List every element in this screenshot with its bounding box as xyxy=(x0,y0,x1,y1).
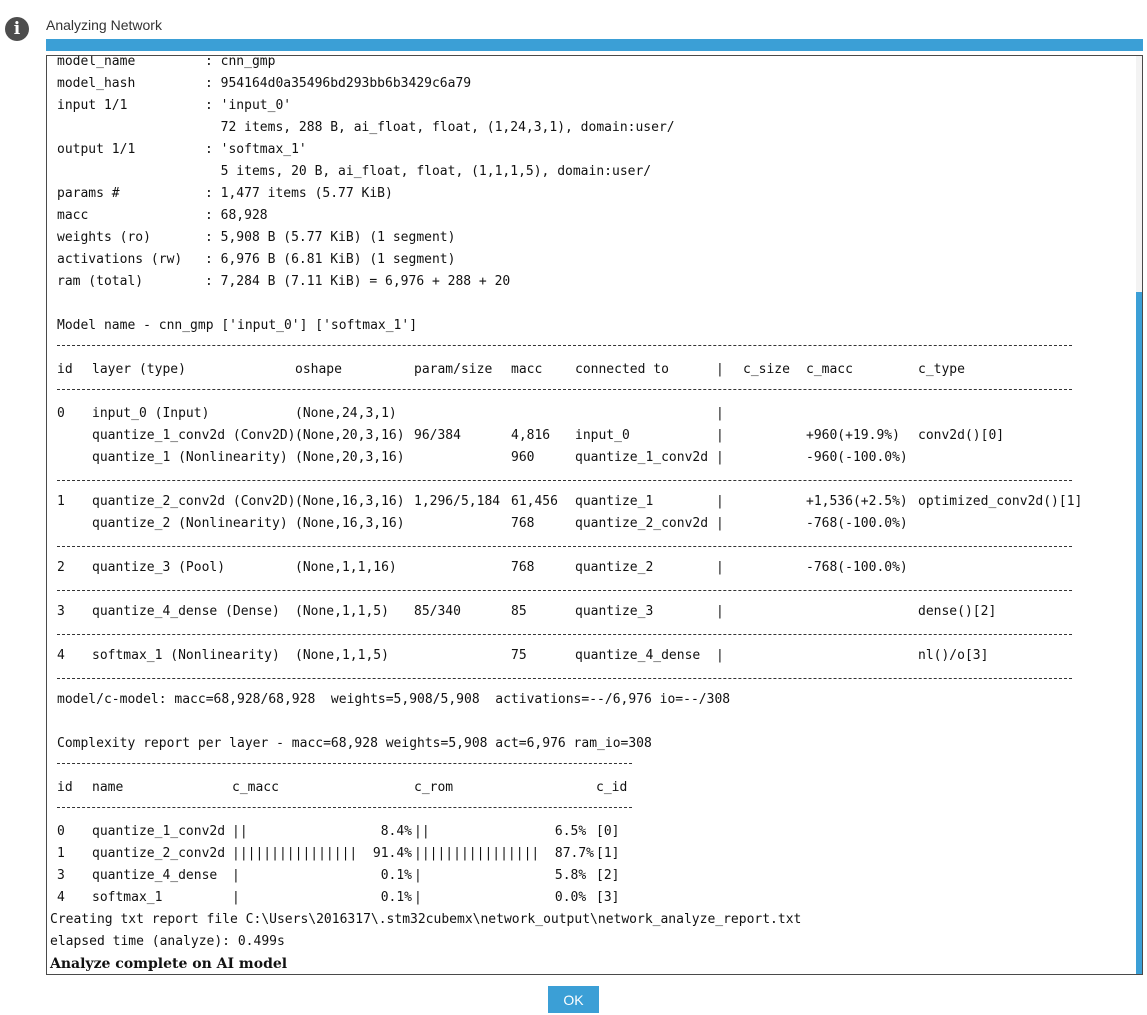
model-name-line: Model name - cnn_gmp ['input_0'] ['softmax_1'] xyxy=(57,318,418,333)
layer-table-header-cell: | xyxy=(716,362,724,377)
layer-table-row-cell: 96/384 xyxy=(414,428,461,443)
complexity-table-row-cell: 0 xyxy=(57,824,65,839)
complexity-table-row-cell: 3 xyxy=(57,868,65,883)
scrollbar[interactable] xyxy=(1136,56,1142,974)
summary-value: : 'input_0' xyxy=(205,98,292,113)
summary-key: input 1/1 xyxy=(57,98,128,113)
analyze-complete-line: Analyze complete on AI model xyxy=(50,956,288,972)
layer-table-header-cell: oshape xyxy=(295,362,342,377)
layer-table-header-cell: c_macc xyxy=(806,362,853,377)
summary-key: activations (rw) xyxy=(57,252,183,267)
summary-value: : 1,477 items (5.77 KiB) xyxy=(205,186,393,201)
layer-table-header-cell: param/size xyxy=(414,362,493,377)
layer-table-row-cell: softmax_1 (Nonlinearity) xyxy=(92,648,280,663)
complexity-table-row-cell: [1] xyxy=(596,846,620,861)
summary-value: : 7,284 B (7.11 KiB) = 6,976 + 288 + 20 xyxy=(205,274,511,289)
layer-table-row-cell: 85 xyxy=(511,604,527,619)
layer-table-row-cell: 75 xyxy=(511,648,527,663)
complexity-table-row-cell: 4 xyxy=(57,890,65,905)
summary-key: ram (total) xyxy=(57,274,144,289)
layer-table-row-cell: 3 xyxy=(57,604,65,619)
layer-table-row-cell: 960 xyxy=(511,450,535,465)
layer-table-row-cell: | xyxy=(716,450,724,465)
layer-table-row-cell: 4 xyxy=(57,648,65,663)
layer-table-header-cell: c_type xyxy=(918,362,965,377)
layer-table-header-cell: macc xyxy=(511,362,543,377)
layer-table-row-cell: (None,20,3,16) xyxy=(295,450,405,465)
layer-table-row-cell: | xyxy=(716,648,724,663)
layer-table-row-cell: (None,20,3,16) xyxy=(295,428,405,443)
complexity-table-row-cell: |||||||||||||||| 87.7% xyxy=(414,846,595,861)
layer-table-row-cell: (None,1,1,16) xyxy=(295,560,397,575)
layer-table-row-cell: | xyxy=(716,406,724,421)
complexity-table-row-cell: || 6.5% xyxy=(414,824,587,839)
layer-table-row-cell: conv2d()[0] xyxy=(918,428,1005,443)
separator xyxy=(57,678,1072,679)
layer-table-row-cell: quantize_1 (Nonlinearity) xyxy=(92,450,288,465)
model-cmodel-line: model/c-model: macc=68,928/68,928 weights=5,908/5,908 activations=--/6,976 io=--/308 xyxy=(57,692,731,707)
layer-table-row-cell: 1 xyxy=(57,494,65,509)
complexity-table-row-cell: [0] xyxy=(596,824,620,839)
separator xyxy=(57,634,1072,635)
layer-table-row-cell: quantize_1_conv2d (Conv2D) xyxy=(92,428,296,443)
layer-table-row-cell: optimized_conv2d()[1] xyxy=(918,494,1083,509)
summary-key: output 1/1 xyxy=(57,142,136,157)
summary-value: : 6,976 B (6.81 KiB) (1 segment) xyxy=(205,252,456,267)
layer-table-row-cell: quantize_3 (Pool) xyxy=(92,560,226,575)
layer-table-row-cell: (None,24,3,1) xyxy=(295,406,397,421)
layer-table-row-cell: +960(+19.9%) xyxy=(806,428,900,443)
complexity-table-row-cell: [3] xyxy=(596,890,620,905)
summary-value: : 'softmax_1' xyxy=(205,142,307,157)
complexity-table-header-cell: c_id xyxy=(596,780,628,795)
summary-value: : 954164d0a35496bd293bb6b3429c6a79 xyxy=(205,76,472,91)
layer-table-row-cell: | xyxy=(716,516,724,531)
layer-table-row-cell: quantize_2 (Nonlinearity) xyxy=(92,516,288,531)
layer-table-row-cell: 4,816 xyxy=(511,428,551,443)
layer-table-row-cell: 61,456 xyxy=(511,494,558,509)
complexity-table-row-cell: quantize_2_conv2d xyxy=(92,846,226,861)
layer-table-row-cell: quantize_2 xyxy=(575,560,654,575)
layer-table-row-cell: (None,16,3,16) xyxy=(295,516,405,531)
summary-key: params # xyxy=(57,186,120,201)
layer-table-row-cell: quantize_3 xyxy=(575,604,654,619)
layer-table-row-cell: quantize_2_conv2d xyxy=(575,516,709,531)
layer-table-row-cell: 85/340 xyxy=(414,604,461,619)
scrollbar-thumb[interactable] xyxy=(1136,292,1142,975)
separator xyxy=(57,807,632,808)
layer-table-row-cell: -960(-100.0%) xyxy=(806,450,908,465)
separator xyxy=(57,345,1072,346)
separator xyxy=(57,480,1072,481)
info-icon: i xyxy=(5,17,29,41)
complexity-table-header-cell: id xyxy=(57,780,73,795)
summary-value: 5 items, 20 B, ai_float, float, (1,1,1,5), domain:user/ xyxy=(205,164,652,179)
complexity-table-header-cell: name xyxy=(92,780,124,795)
complexity-table-row-cell: softmax_1 xyxy=(92,890,163,905)
summary-value: : 68,928 xyxy=(205,208,268,223)
summary-key: macc xyxy=(57,208,89,223)
layer-table-row-cell: quantize_4_dense xyxy=(575,648,701,663)
layer-table-row-cell: | xyxy=(716,428,724,443)
complexity-table-row-cell: 1 xyxy=(57,846,65,861)
separator xyxy=(57,389,1072,390)
layer-table-row-cell: -768(-100.0%) xyxy=(806,516,908,531)
complexity-table-row-cell: |||||||||||||||| 91.4% xyxy=(232,846,413,861)
layer-table-row-cell: 1,296/5,184 xyxy=(414,494,501,509)
layer-table-row-cell: (None,16,3,16) xyxy=(295,494,405,509)
layer-table-row-cell: quantize_1_conv2d xyxy=(575,450,709,465)
complexity-table-row-cell: | 5.8% xyxy=(414,868,587,883)
summary-key: model_hash xyxy=(57,76,136,91)
layer-table-row-cell: | xyxy=(716,560,724,575)
complexity-title: Complexity report per layer - macc=68,928 weights=5,908 act=6,976 ram_io=308 xyxy=(57,736,652,751)
console-output[interactable] xyxy=(46,55,1143,975)
layer-table-row-cell: quantize_4_dense (Dense) xyxy=(92,604,280,619)
layer-table-row-cell: 768 xyxy=(511,516,535,531)
layer-table-row-cell: | xyxy=(716,604,724,619)
elapsed-time-line: elapsed time (analyze): 0.499s xyxy=(50,934,285,949)
layer-table-row-cell: 768 xyxy=(511,560,535,575)
complexity-table-row-cell: quantize_4_dense xyxy=(92,868,218,883)
layer-table-header-cell: c_size xyxy=(743,362,790,377)
layer-table-row-cell: +1,536(+2.5%) xyxy=(806,494,908,509)
layer-table-row-cell: quantize_1 xyxy=(575,494,654,509)
layer-table-row-cell: (None,1,1,5) xyxy=(295,648,389,663)
layer-table-row-cell: -768(-100.0%) xyxy=(806,560,908,575)
layer-table-row-cell: dense()[2] xyxy=(918,604,997,619)
dialog-title: Analyzing Network xyxy=(46,17,162,33)
layer-table-row-cell: (None,1,1,5) xyxy=(295,604,389,619)
complexity-table-row-cell: quantize_1_conv2d xyxy=(92,824,226,839)
complexity-table-row-cell: | 0.1% xyxy=(232,868,413,883)
layer-table-header-cell: layer (type) xyxy=(92,362,186,377)
layer-table-row-cell: nl()/o[3] xyxy=(918,648,989,663)
complexity-table-header-cell: c_macc xyxy=(232,780,279,795)
summary-value: : cnn_gmp xyxy=(205,55,276,69)
complexity-table-row-cell: | 0.0% xyxy=(414,890,587,905)
summary-key: weights (ro) xyxy=(57,230,151,245)
separator xyxy=(57,546,1072,547)
report-file-line: Creating txt report file C:\Users\2016317\.stm32cubemx\network_output\network_analyze_report.txt xyxy=(50,912,802,927)
layer-table-row-cell: | xyxy=(716,494,724,509)
layer-table-row-cell: input_0 (Input) xyxy=(92,406,210,421)
separator xyxy=(57,763,632,764)
layer-table-row-cell: 0 xyxy=(57,406,65,421)
separator xyxy=(57,590,1072,591)
layer-table-row-cell: input_0 xyxy=(575,428,630,443)
summary-key: model_name xyxy=(57,55,136,69)
complexity-table-row-cell: [2] xyxy=(596,868,620,883)
layer-table-header-cell: id xyxy=(57,362,73,377)
layer-table-row-cell: 2 xyxy=(57,560,65,575)
layer-table-header-cell: connected to xyxy=(575,362,669,377)
complexity-table-row-cell: || 8.4% xyxy=(232,824,413,839)
progress-bar xyxy=(46,39,1143,51)
complexity-table-header-cell: c_rom xyxy=(414,780,454,795)
layer-table-row-cell: quantize_2_conv2d (Conv2D) xyxy=(92,494,296,509)
ok-button[interactable]: OK xyxy=(548,986,599,1013)
summary-value: : 5,908 B (5.77 KiB) (1 segment) xyxy=(205,230,456,245)
summary-value: 72 items, 288 B, ai_float, float, (1,24,3,1), domain:user/ xyxy=(205,120,675,135)
complexity-table-row-cell: | 0.1% xyxy=(232,890,413,905)
